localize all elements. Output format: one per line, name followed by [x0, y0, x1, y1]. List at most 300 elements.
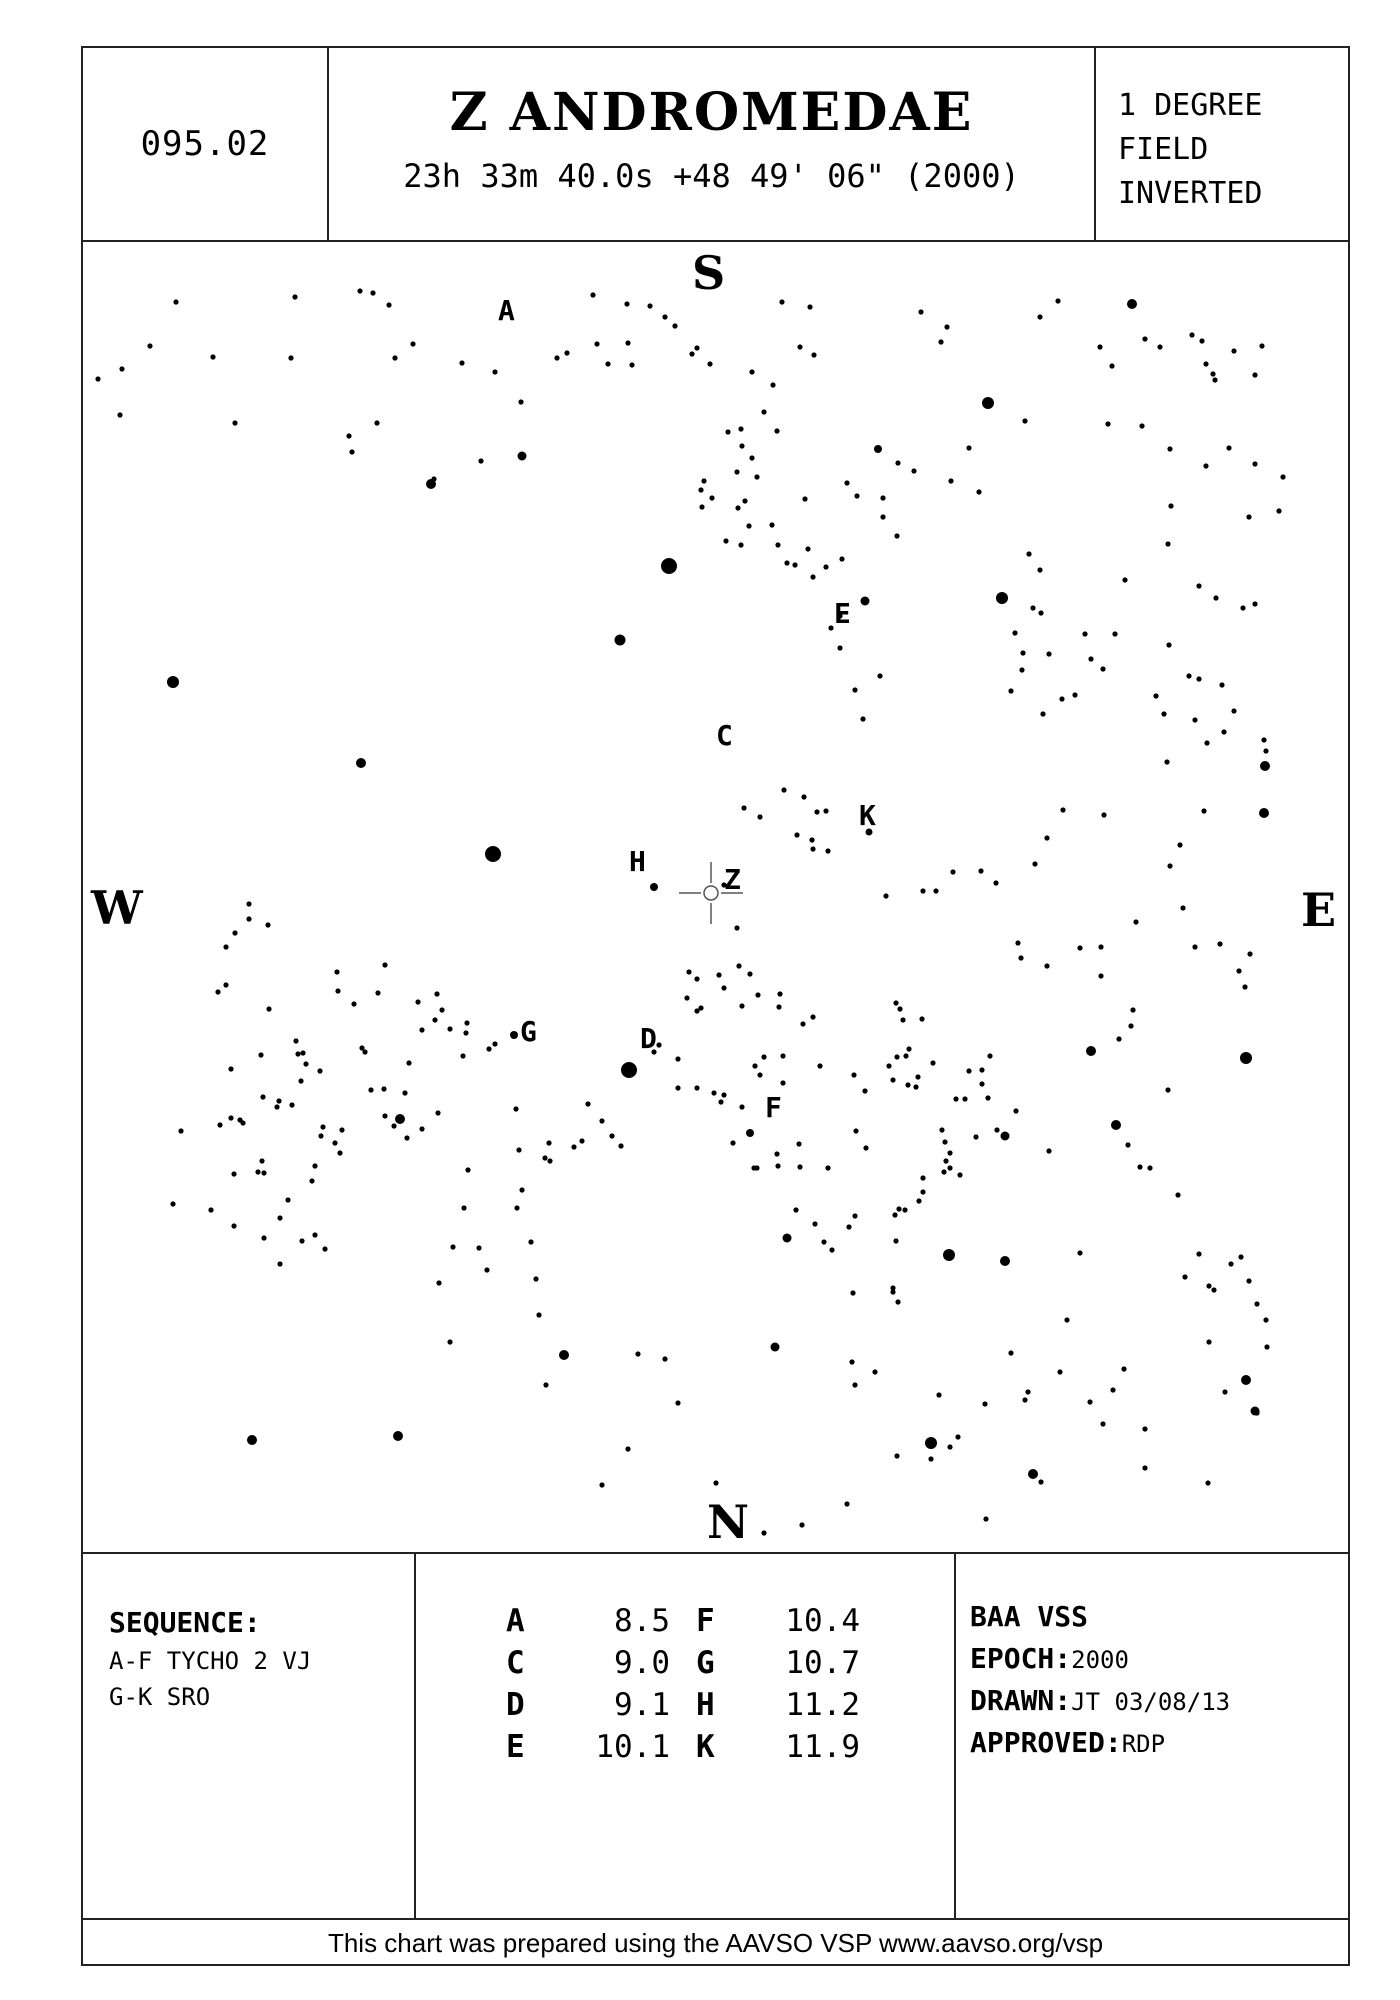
field-star	[1263, 1317, 1268, 1322]
field-star	[599, 1118, 604, 1123]
field-star	[749, 455, 754, 460]
field-star	[675, 1400, 680, 1405]
field-star	[543, 1382, 548, 1387]
field-star	[609, 1133, 614, 1138]
field-star	[936, 1392, 941, 1397]
field-star	[877, 673, 882, 678]
field-star	[392, 355, 397, 360]
comp-magnitude: 11.9	[785, 1729, 860, 1765]
field-star	[463, 1030, 468, 1035]
field-star	[356, 758, 366, 768]
field-star	[953, 1096, 958, 1101]
field-star	[1254, 1301, 1259, 1306]
field-star	[533, 1276, 538, 1281]
field-star	[1212, 377, 1217, 382]
field-star	[771, 1343, 780, 1352]
field-star	[982, 397, 994, 409]
field-star	[1261, 737, 1266, 742]
field-star	[322, 1246, 327, 1251]
field-star	[406, 1060, 411, 1065]
field-star	[419, 1126, 424, 1131]
field-star	[228, 1115, 233, 1120]
field-star	[1205, 1480, 1210, 1485]
field-star	[208, 1207, 213, 1212]
field-star	[335, 988, 340, 993]
field-star	[1199, 338, 1204, 343]
field-star	[886, 1063, 891, 1068]
field-star	[828, 625, 833, 630]
field-star	[382, 1113, 387, 1118]
field-star	[890, 1077, 895, 1082]
field-line-2: FIELD	[1118, 132, 1209, 167]
field-star	[852, 687, 857, 692]
field-star	[435, 1110, 440, 1115]
field-star	[1196, 676, 1201, 681]
field-star	[450, 1244, 455, 1249]
field-star	[962, 1096, 967, 1101]
field-star	[893, 1000, 898, 1005]
field-star	[624, 301, 629, 306]
field-star	[779, 299, 784, 304]
field-star	[1259, 808, 1269, 818]
field-star	[807, 304, 812, 309]
field-line-1: 1 DEGREE	[1118, 88, 1263, 123]
field-star	[292, 294, 297, 299]
field-star	[492, 1041, 497, 1046]
field-star	[382, 962, 387, 967]
field-star	[721, 1092, 726, 1097]
field-star	[246, 901, 251, 906]
field-star	[276, 1098, 281, 1103]
field-star	[1168, 503, 1173, 508]
field-star	[231, 1171, 236, 1176]
field-star	[955, 1434, 960, 1439]
field-star	[1203, 463, 1208, 468]
field-star	[746, 1129, 754, 1137]
sequence-line-2: G-K SRO	[109, 1683, 211, 1711]
field-star	[947, 1444, 952, 1449]
field-star	[1164, 759, 1169, 764]
epoch-value: 2000	[1071, 1646, 1129, 1674]
field-star	[738, 542, 743, 547]
field-star	[880, 514, 885, 519]
field-star	[232, 420, 237, 425]
field-star	[247, 1435, 257, 1445]
chart-header	[83, 48, 1348, 242]
field-star	[805, 546, 810, 551]
field-star	[312, 1163, 317, 1168]
field-star	[1196, 583, 1201, 588]
field-star	[1059, 696, 1064, 701]
field-star	[246, 916, 251, 921]
field-star	[178, 1128, 183, 1133]
field-star	[1139, 423, 1144, 428]
field-star	[1165, 541, 1170, 546]
field-star	[312, 1232, 317, 1237]
field-star	[1101, 812, 1106, 817]
field-star	[698, 1005, 703, 1010]
sequence-block	[83, 1554, 416, 1918]
field-star	[947, 1165, 952, 1170]
field-star	[1105, 421, 1110, 426]
field-star	[536, 1312, 541, 1317]
comp-label: A	[506, 1603, 525, 1639]
field-star	[993, 880, 998, 885]
field-star	[1001, 1132, 1010, 1141]
field-star	[288, 355, 293, 360]
field-star	[346, 433, 351, 438]
field-star	[266, 1006, 271, 1011]
field-star	[1098, 944, 1103, 949]
field-star	[298, 1078, 303, 1083]
field-star	[402, 1090, 407, 1095]
field-star	[1125, 1142, 1130, 1147]
field-star	[1252, 372, 1257, 377]
field-line-3: INVERTED	[1118, 176, 1263, 211]
field-star	[260, 1094, 265, 1099]
field-star	[811, 352, 816, 357]
field-star	[1022, 1397, 1027, 1402]
field-star	[794, 832, 799, 837]
field-star	[1008, 1350, 1013, 1355]
field-star	[701, 478, 706, 483]
chart-id: 095.02	[83, 48, 329, 240]
field-star	[906, 1046, 911, 1051]
field-star	[905, 1082, 910, 1087]
field-star	[1015, 940, 1020, 945]
field-star	[223, 982, 228, 987]
field-star	[167, 676, 179, 688]
field-star	[368, 1087, 373, 1092]
field-star	[883, 893, 888, 898]
field-star	[775, 1163, 780, 1168]
field-star	[1100, 1421, 1105, 1426]
field-star	[1196, 1251, 1201, 1256]
field-star	[317, 1068, 322, 1073]
field-star	[780, 1053, 785, 1058]
field-star	[1130, 1007, 1135, 1012]
aavso-credit: This chart was prepared using the AAVSO VSP www.aavso.org/vsp	[327, 1927, 1104, 1958]
epoch-label: EPOCH:	[970, 1642, 1072, 1675]
field-star	[1133, 919, 1138, 924]
field-star	[1182, 1274, 1187, 1279]
field-star	[1252, 601, 1257, 606]
field-star	[821, 1239, 826, 1244]
field-star	[516, 1147, 521, 1152]
comp-magnitude: 9.0	[614, 1645, 670, 1681]
field-star	[300, 1050, 305, 1055]
field-star	[289, 1102, 294, 1107]
field-star	[1127, 299, 1137, 309]
field-star	[484, 1267, 489, 1272]
field-star	[309, 1178, 314, 1183]
field-star	[528, 1239, 533, 1244]
field-star	[1038, 1479, 1043, 1484]
field-star	[1280, 474, 1285, 479]
field-star	[810, 846, 815, 851]
field-star	[349, 449, 354, 454]
field-star	[334, 969, 339, 974]
field-star	[485, 846, 501, 862]
field-star	[812, 1221, 817, 1226]
field-star	[920, 888, 925, 893]
field-star	[675, 1085, 680, 1090]
field-star	[1111, 1120, 1121, 1130]
field-star	[1030, 605, 1035, 610]
field-star	[1153, 693, 1158, 698]
field-star	[943, 1249, 955, 1261]
field-star	[1228, 1261, 1233, 1266]
field-star	[863, 1145, 868, 1150]
field-star	[1086, 1046, 1096, 1056]
field-star	[621, 1062, 637, 1078]
field-star	[707, 361, 712, 366]
field-star	[1264, 1344, 1269, 1349]
field-star	[119, 366, 124, 371]
field-star	[966, 445, 971, 450]
field-star	[554, 355, 559, 360]
field-star	[397, 1114, 402, 1119]
field-star	[796, 1141, 801, 1146]
field-star	[460, 1053, 465, 1058]
field-star	[295, 1051, 300, 1056]
field-star	[1221, 729, 1226, 734]
field-star	[994, 1127, 999, 1132]
field-star	[1252, 461, 1257, 466]
field-star	[1046, 651, 1051, 656]
field-star	[893, 1238, 898, 1243]
field-star	[736, 963, 741, 968]
field-star	[911, 468, 916, 473]
field-star	[518, 452, 527, 461]
field-star	[752, 1063, 757, 1068]
field-star	[1037, 567, 1042, 572]
field-star	[1098, 973, 1103, 978]
field-star	[774, 428, 779, 433]
magnitude-table	[416, 1554, 956, 1918]
field-star	[839, 556, 844, 561]
drawn-value: JT 03/08/13	[1071, 1688, 1231, 1716]
field-star	[694, 976, 699, 981]
field-star	[1020, 650, 1025, 655]
star-label-g: G	[520, 1015, 537, 1048]
field-star	[513, 1106, 518, 1111]
field-star	[1040, 711, 1045, 716]
field-star	[210, 354, 215, 359]
field-info	[1096, 48, 1348, 240]
field-star	[897, 1006, 902, 1011]
field-star	[1276, 508, 1281, 513]
field-star	[1204, 740, 1209, 745]
field-star	[337, 1150, 342, 1155]
field-star	[478, 458, 483, 463]
field-star	[849, 1359, 854, 1364]
field-star	[1088, 656, 1093, 661]
field-star	[741, 805, 746, 810]
field-star	[979, 1081, 984, 1086]
field-star	[769, 522, 774, 527]
field-star	[1064, 1317, 1069, 1322]
field-star	[1246, 514, 1251, 519]
field-star	[894, 1054, 899, 1059]
field-star	[465, 1167, 470, 1172]
field-star	[739, 1003, 744, 1008]
field-star	[1008, 688, 1013, 693]
field-star	[447, 1339, 452, 1344]
sequence-title: SEQUENCE:	[109, 1606, 261, 1639]
field-star	[1213, 595, 1218, 600]
field-star	[1028, 1469, 1038, 1479]
field-star	[1032, 861, 1037, 866]
field-star	[625, 1446, 630, 1451]
field-star	[711, 1090, 716, 1095]
star-label-e: E	[834, 597, 851, 630]
field-star	[571, 1144, 576, 1149]
star-label-z: Z	[724, 863, 741, 896]
field-star	[375, 990, 380, 995]
field-star	[386, 302, 391, 307]
field-star	[1161, 711, 1166, 716]
field-star	[925, 1437, 937, 1449]
field-star	[810, 1014, 815, 1019]
field-star	[1206, 1339, 1211, 1344]
field-star	[1254, 1410, 1259, 1415]
field-star	[274, 1104, 279, 1109]
field-star	[217, 1122, 222, 1127]
field-star	[862, 1088, 867, 1093]
comp-magnitude: 10.1	[595, 1729, 670, 1765]
compass-north: N	[707, 1495, 750, 1549]
field-star	[1128, 1023, 1133, 1028]
field-star	[844, 480, 849, 485]
field-star	[915, 1074, 920, 1079]
star-coordinates: 23h 33m 40.0s +48 49' 06" (2000)	[403, 157, 1020, 195]
star-label-a: A	[498, 294, 515, 327]
field-star	[799, 1522, 804, 1527]
field-star	[894, 1453, 899, 1458]
field-star	[880, 495, 885, 500]
field-star	[303, 1061, 308, 1066]
field-star	[1259, 343, 1264, 348]
field-star	[948, 478, 953, 483]
field-star	[944, 324, 949, 329]
field-star	[579, 1138, 584, 1143]
field-star	[277, 1215, 282, 1220]
field-star	[237, 1117, 242, 1122]
field-star	[339, 1127, 344, 1132]
field-star	[320, 1124, 325, 1129]
field-star	[755, 992, 760, 997]
field-star	[895, 460, 900, 465]
field-star	[459, 360, 464, 365]
field-star	[1192, 717, 1197, 722]
field-star	[661, 558, 677, 574]
field-star	[939, 1127, 944, 1132]
field-star	[1022, 418, 1027, 423]
field-star	[800, 1021, 805, 1026]
field-star	[1109, 363, 1114, 368]
field-star	[615, 635, 626, 646]
field-star	[1246, 1278, 1251, 1283]
star-field	[83, 242, 1348, 1552]
field-star	[895, 1299, 900, 1304]
field-star	[1242, 984, 1247, 989]
field-star	[735, 505, 740, 510]
field-star	[1077, 945, 1082, 950]
field-star	[689, 351, 694, 356]
field-star	[231, 1223, 236, 1228]
field-star	[232, 930, 237, 935]
field-star	[1072, 692, 1077, 697]
field-star	[258, 1052, 263, 1057]
field-star	[215, 989, 220, 994]
field-star	[259, 1158, 264, 1163]
field-star	[1019, 667, 1024, 672]
field-star	[860, 716, 865, 721]
field-star	[265, 922, 270, 927]
field-star	[770, 382, 775, 387]
field-star	[1186, 673, 1191, 678]
field-star	[985, 1095, 990, 1100]
field-star	[559, 1350, 569, 1360]
field-star	[900, 1017, 905, 1022]
field-star	[793, 1207, 798, 1212]
field-star	[486, 1046, 491, 1051]
field-star	[277, 1261, 282, 1266]
field-star	[890, 1289, 895, 1294]
field-star	[851, 1072, 856, 1077]
field-star	[461, 1205, 466, 1210]
field-star	[973, 1134, 978, 1139]
field-star	[709, 495, 714, 500]
field-star	[725, 429, 730, 434]
field-star	[754, 1165, 759, 1170]
field-star	[738, 426, 743, 431]
finder-chart	[81, 46, 1350, 1966]
field-star	[742, 498, 747, 503]
field-star	[777, 991, 782, 996]
field-star	[734, 925, 739, 930]
field-star	[1142, 336, 1147, 341]
field-star	[1222, 1389, 1227, 1394]
field-star	[761, 1530, 766, 1535]
field-star	[590, 292, 595, 297]
field-star	[694, 345, 699, 350]
field-star	[228, 1066, 233, 1071]
field-star	[784, 560, 789, 565]
field-star	[381, 1086, 386, 1091]
field-star	[892, 1212, 897, 1217]
comp-magnitude: 11.2	[785, 1687, 860, 1723]
field-star	[1240, 1052, 1252, 1064]
field-star	[774, 1151, 779, 1156]
comp-magnitude: 10.4	[785, 1603, 860, 1639]
field-star	[1263, 748, 1268, 753]
approved-label: APPROVED:	[970, 1726, 1122, 1759]
field-star	[1060, 807, 1065, 812]
field-star	[825, 1165, 830, 1170]
field-star	[1260, 761, 1270, 771]
field-star	[978, 868, 983, 873]
field-star	[117, 412, 122, 417]
field-star	[982, 1401, 987, 1406]
field-star	[801, 794, 806, 799]
field-star	[979, 1067, 984, 1072]
field-star	[783, 1234, 792, 1243]
field-star	[983, 1516, 988, 1521]
field-star	[792, 562, 797, 567]
field-star	[713, 1480, 718, 1485]
